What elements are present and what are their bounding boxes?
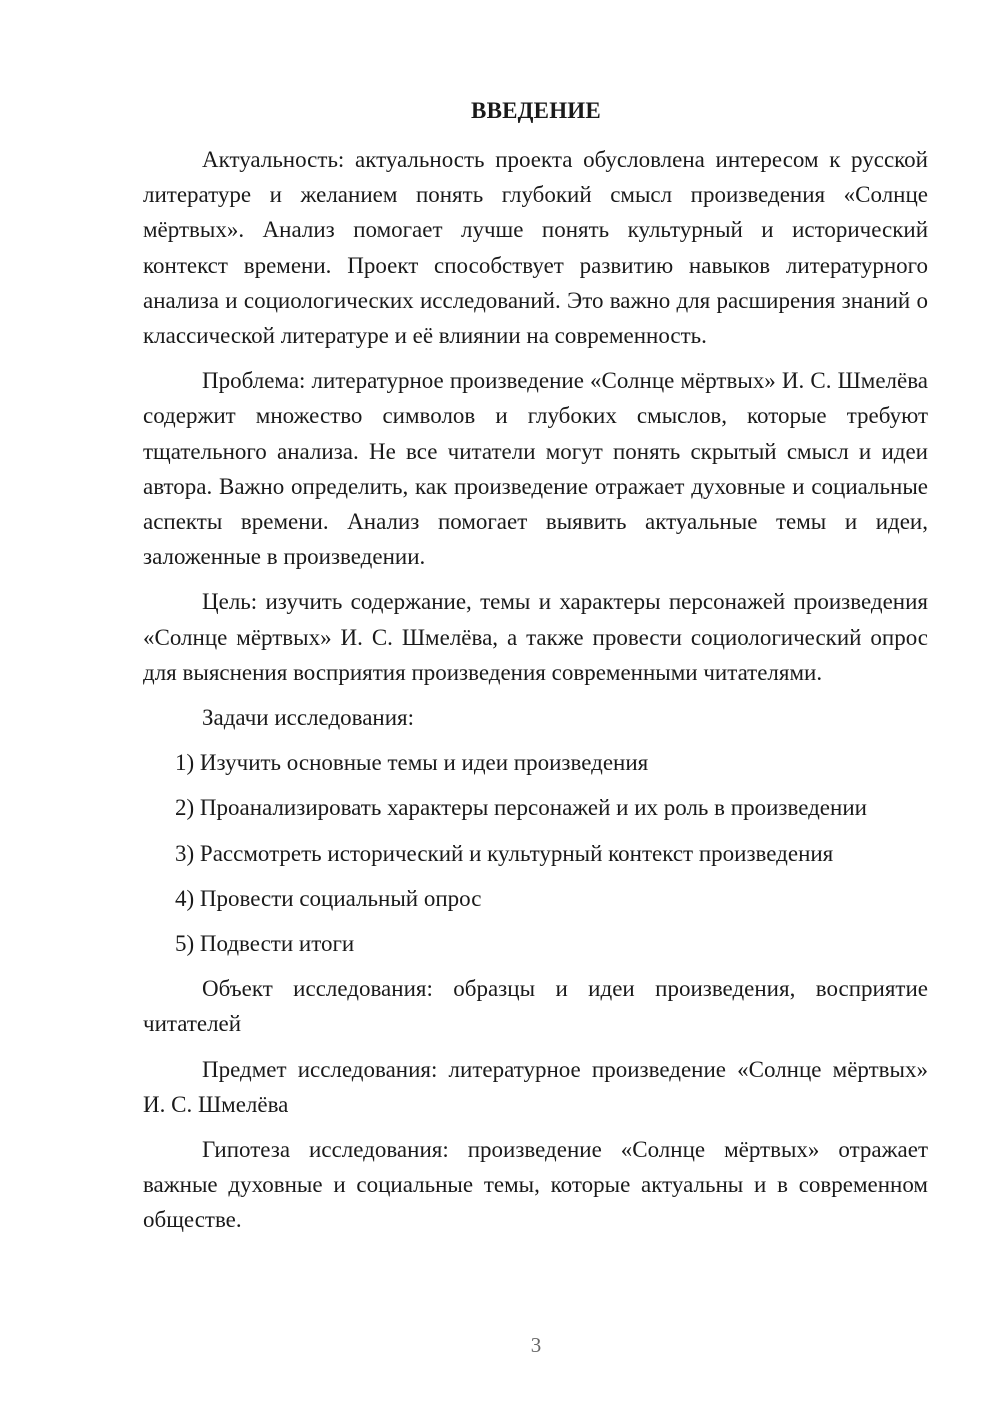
- list-item: 4) Провести социальный опрос: [175, 885, 482, 911]
- page-content: [143, 142, 928, 1238]
- page-number: 3: [530, 1333, 542, 1357]
- paragraph-subject: Предмет исследования: литературное произведение «Солнце мёртвых» И. С. Шмелёва: [143, 1056, 928, 1117]
- list-item: 5) Подвести итоги: [175, 931, 355, 957]
- list-item: 2) Проанализировать характеры персонажей и их роль в произведении: [175, 795, 867, 821]
- paragraph-problem: Проблема: литературное произведение «Солнце мёртвых» И. С. Шмелёва содержит множество символов и глубоких смыслов, которые требуют тщательного анализа. Не все читатели могут понять скрытый смысл и идеи автора. Важно определить, как произведение отражает духовные и социальные аспекты времени. Анализ помогает выявить актуальные темы и идеи, заложенные в произведении.: [143, 368, 928, 570]
- paragraph-object: Объект исследования: образцы и идеи произведения, восприятие читателей: [143, 976, 928, 1037]
- list-item: 3) Рассмотреть исторический и культурный контекст произведения: [175, 840, 834, 866]
- paragraph-goal: Цель: изучить содержание, темы и характеры персонажей произведения «Солнце мёртвых» И. С. Шмелёва, а также провести социологический опрос для выяснения восприятия произведения современными читателями.: [143, 589, 928, 685]
- list-item: 1) Изучить основные темы и идеи произведения: [175, 750, 649, 776]
- paragraph-relevance: Актуальность: актуальность проекта обусловлена интересом к русской литературе и желанием понять глубокий смысл произведения «Солнце мёртвых». Анализ помогает лучше понять культурный и исторический контекст времени. Проект способствует развитию навыков литературного анализа и социологических исследований. Это важно для расширения знаний о классической литературе и её влиянии на современность.: [143, 147, 928, 349]
- paragraph-hypothesis: Гипотеза исследования: произведение «Солнце мёртвых» отражает важные духовные и социальные темы, которые актуальны и в современном обществе.: [143, 1137, 928, 1233]
- tasks-list: [143, 745, 928, 961]
- page-title: ВВЕДЕНИЕ: [471, 98, 601, 123]
- tasks-heading: Задачи исследования:: [202, 705, 415, 731]
